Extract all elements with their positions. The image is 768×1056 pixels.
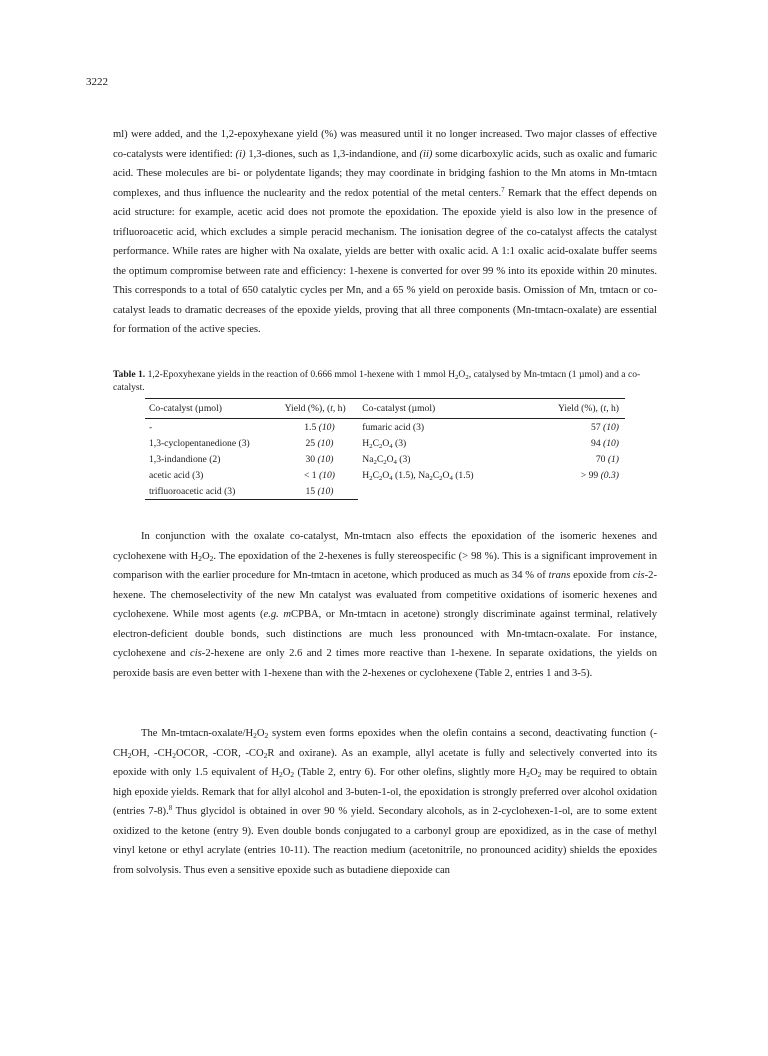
table-caption: Table 1. 1,2-Epoxyhexane yields in the reaction of 0.666 mmol 1-hexene with 1 mmol $H_2O_2$, catalysed by Mn-tmtacn (1 µmol) and a co-catalyst. xyxy=(113,369,641,393)
header-yield-1: Yield (%), (t, h) xyxy=(281,399,359,419)
page-number: 3222 xyxy=(86,76,108,88)
header-cocatalyst-1: Co-catalyst (µmol) xyxy=(145,399,281,419)
header-cocatalyst-2: Co-catalyst (µmol) xyxy=(358,399,545,419)
table-row: acetic acid (3) < 1 (10) $H_2C_2O_4$ (1.5), $Na_2C_2O_4$ (1.5) > 99 (0.3) xyxy=(149,469,619,482)
table-row: 1,3-indandione (2) 30 (10) $Na_2C_2O_4$ (3) 70 (1) xyxy=(149,453,619,466)
paragraph-2: In conjunction with the oxalate co-catalyst, Mn-tmtacn also effects the epoxidation of the isomeric hexenes and cyclohexene with $H_2O_2$. The epoxidation of the 2-hexenes is fully stereospecific (> 98 %). This is a significant improvement in comparison with the earlier procedure for Mn-tmtacn in acetone, which produced as much as 34 % of trans epoxide from cis-2-hexene. The chemoselectivity of the new Mn catalyst was evaluated from competitive oxidations of isomeric hexenes and cyclohexene. While most agents (e.g. mCPBA, or Mn-tmtacn in acetone) strongly discriminate against terminal, relatively electron-deficient double bonds, such distinctions are much less pronounced with Mn-tmtacn-oxalate. For instance, cyclohexene and cis-2-hexene are only 2.6 and 2 times more reactive than 1-hexene. In separate oxidations, the yields on peroxide basis are even better with 1-hexene than with the 2-hexenes or cyclohexene (Table 2, entries 1 and 3-5). xyxy=(113,531,658,679)
table-header-row xyxy=(145,399,625,419)
table-1 xyxy=(145,398,625,500)
paragraph-1: ml) were added, and the 1,2-epoxyhexane yield (%) was measured until it no longer increased. Two major classes of effective co-catalysts were identified: (i) 1,3-diones, such as 1,3-indandione, and (ii) some dicarboxylic acids, such as oxalic and fumaric acid. These molecules are bi- or polydentate ligands; they may coordinate in bridging fashion to the Mn atoms in Mn-tmtacn complexes, and thus influence the nuclearity and the redox potential of the metal centers.$^7$ Remark that the effect depends on acid structure: for example, acetic acid does not promote the epoxidation. The epoxide yield is also low in the presence of trifluoroacetic acid, which excludes a simple peracid mechanism. The ionisation degree of the co-catalyst affects the catalyst performance. While rates are higher with Na oxalate, yields are better with oxalic acid. A 1:1 oxalic acid-oxalate buffer seems the optimum compromise between rate and efficiency: 1-hexene is converted for over 99 % into its epoxide within 20 minutes. This corresponds to a total of 650 catalytic cycles per Mn, and a 65 % yield on peroxide basis. Omission of Mn, tmtacn or co-catalyst leads to dramatic decreases of the epoxide yields, proving that all three components (Mn-tmtacn-oxalate) are essential for formation of the active species. xyxy=(113,129,657,335)
paragraph-3: The $Mn-tmtacn-oxalate/H_2O_2$ system even forms epoxides when the olefin contains a second, deactivating function ($-CH_2OH$, $-CH_2OCOR$, -COR, $-CO_2R$ and oxirane). As an example, allyl acetate is fully and selectively converted into its epoxide with only 1.5 equivalent of $H_2O_2$ (Table 2, entry 6). For other olefins, slightly more $H_2O_2$ may be required to obtain high epoxide yields. Remark that for allyl alcohol and 3-buten-1-ol, the epoxidation is strongly preferred over alcohol oxidation (entries 7-8).$^8$ Thus glycidol is obtained in over 90 % yield. Secondary alcohols, as in 2-cyclohexen-1-ol, are to some extent oxidized to the ketone (entry 9). Even double bonds conjugated to a carbonyl group are epoxidized, as in the case of methyl vinyl ketone or ethyl acrylate (entries 10-11). The reaction medium (acetonitrile, no pronounced acidity) shields the epoxides from solvolysis. Thus even a sensitive epoxide such as butadiene diepoxide can xyxy=(113,728,658,876)
table-row: - 1.5 (10) fumaric acid (3) 57 (10) xyxy=(149,421,619,433)
table-row: trifluoroacetic acid (3) 15 (10) xyxy=(145,483,625,500)
table-row: 1,3-cyclopentanedione (3) 25 (10) $H_2C_2O_4$ (3) 94 (10) xyxy=(149,437,619,450)
reference-7: 7 xyxy=(501,186,505,194)
reference-8: 8 xyxy=(168,805,173,813)
header-yield-2: Yield (%), (t, h) xyxy=(545,399,625,419)
